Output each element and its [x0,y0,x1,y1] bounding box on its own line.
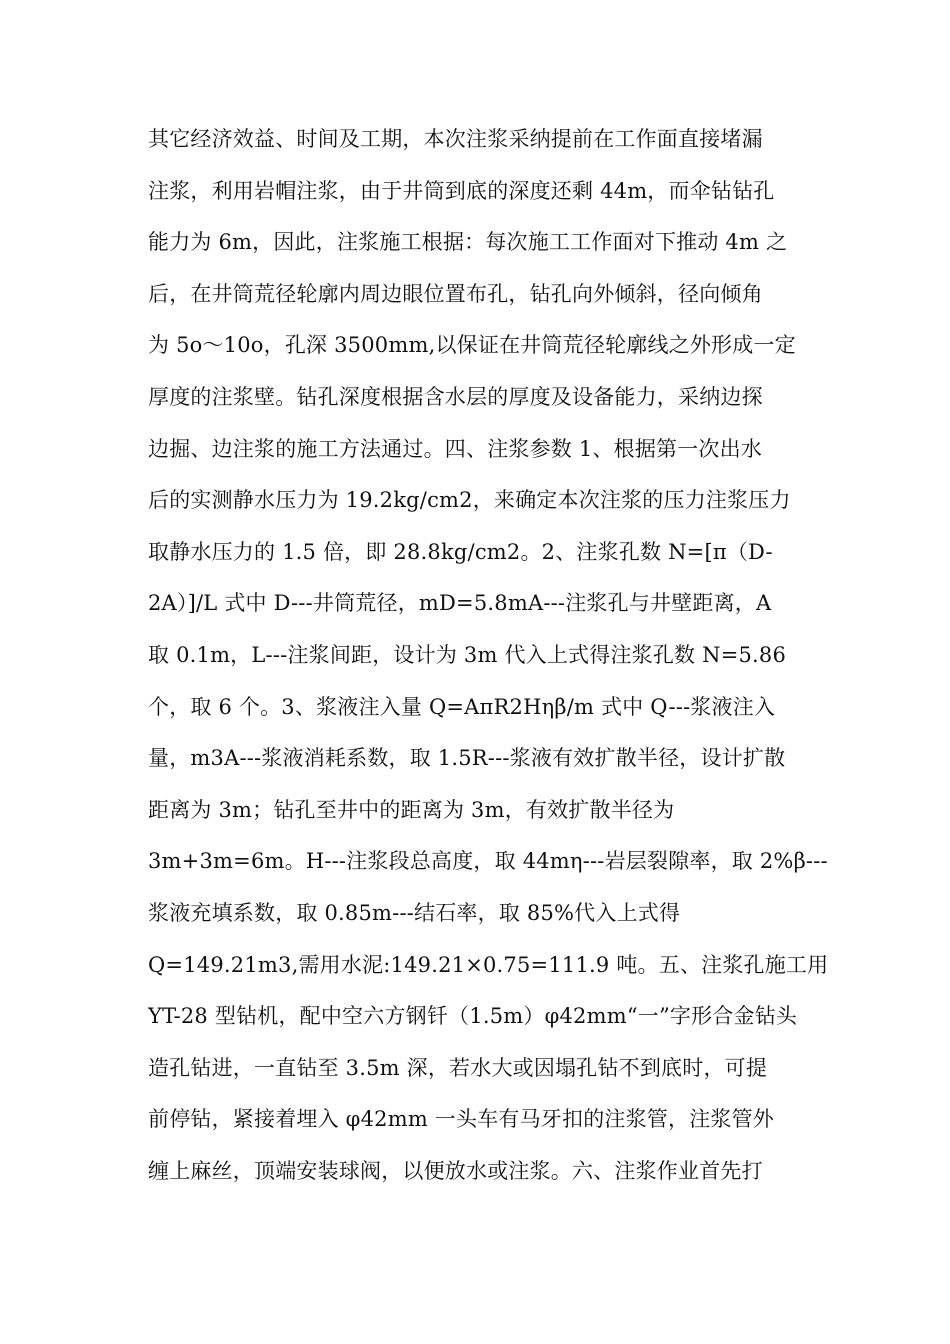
text-line: YT-28 型钻机，配中空六方钢钎（1.5m）φ42mm“一”字形合金钻头 [148,1004,798,1029]
text-line: 前停钻，紧接着埋入 φ42mm 一头车有马牙扣的注浆管，注浆管外 [148,1107,775,1132]
text-line: 后，在井筒荒径轮廓内周边眼位置布孔，钻孔向外倾斜，径向倾角 [148,281,763,306]
text-line: Q=149.21m3,需用水泥:149.21×0.75=111.9 吨。五、注浆孔施工用 [148,952,829,977]
text-line: 取静水压力的 1.5 倍，即 28.8kg/cm2。2、注浆孔数 N=[π（D- [148,539,773,564]
text-line: 造孔钻进，一直钻至 3.5m 深，若水大或因塌孔钻不到底时，可提 [148,1055,768,1080]
text-line: 取 0.1m，L---注浆间距，设计为 3m 代入上式得注浆孔数 N=5.86 [148,642,787,667]
body-text [148,114,829,1197]
text-line: 能力为 6m，因此，注浆施工根据：每次施工工作面对下推动 4m 之 [148,230,788,255]
text-line: 缠上麻丝，顶端安装球阀，以便放水或注浆。六、注浆作业首先打 [148,1158,763,1183]
text-line: 个，取 6 个。3、浆液注入量 Q=AπR2Hηβ/m 式中 Q---浆液注入 [148,694,776,719]
text-line: 2A）]/L 式中 D---井筒荒径，mD=5.8mA---注浆孔与井壁距离，A [148,591,772,616]
text-line: 距离为 3m；钻孔至井中的距离为 3m，有效扩散半径为 [148,797,675,822]
text-line: 厚度的注浆壁。钻孔深度根据含水层的厚度及设备能力，采纳边探 [148,384,763,409]
text-line: 量，m3A---浆液消耗系数，取 1.5R---浆液有效扩散半径，设计扩散 [148,746,786,771]
text-line: 3m+3m=6m。H---注浆段总高度，取 44mη---岩层裂隙率，取 2%β--- [148,849,828,874]
text-line: 浆液充填系数，取 0.85m---结石率，取 85%代入上式得 [148,900,681,925]
text-line: 其它经济效益、时间及工期，本次注浆采纳提前在工作面直接堵漏 [148,127,763,151]
text-line: 边掘、边注浆的施工方法通过。四、注浆参数 1、根据第一次出水 [148,436,763,461]
text-line: 注浆，利用岩帽注浆，由于井筒到底的深度还剩 44m，而伞钻钻孔 [148,178,775,203]
text-line: 为 5o～10o，孔深 3500mm,以保证在井筒荒径轮廓线之外形成一定 [148,333,796,358]
text-line: 后的实测静水压力为 19.2kg/cm2，来确定本次注浆的压力注浆压力 [148,488,791,513]
